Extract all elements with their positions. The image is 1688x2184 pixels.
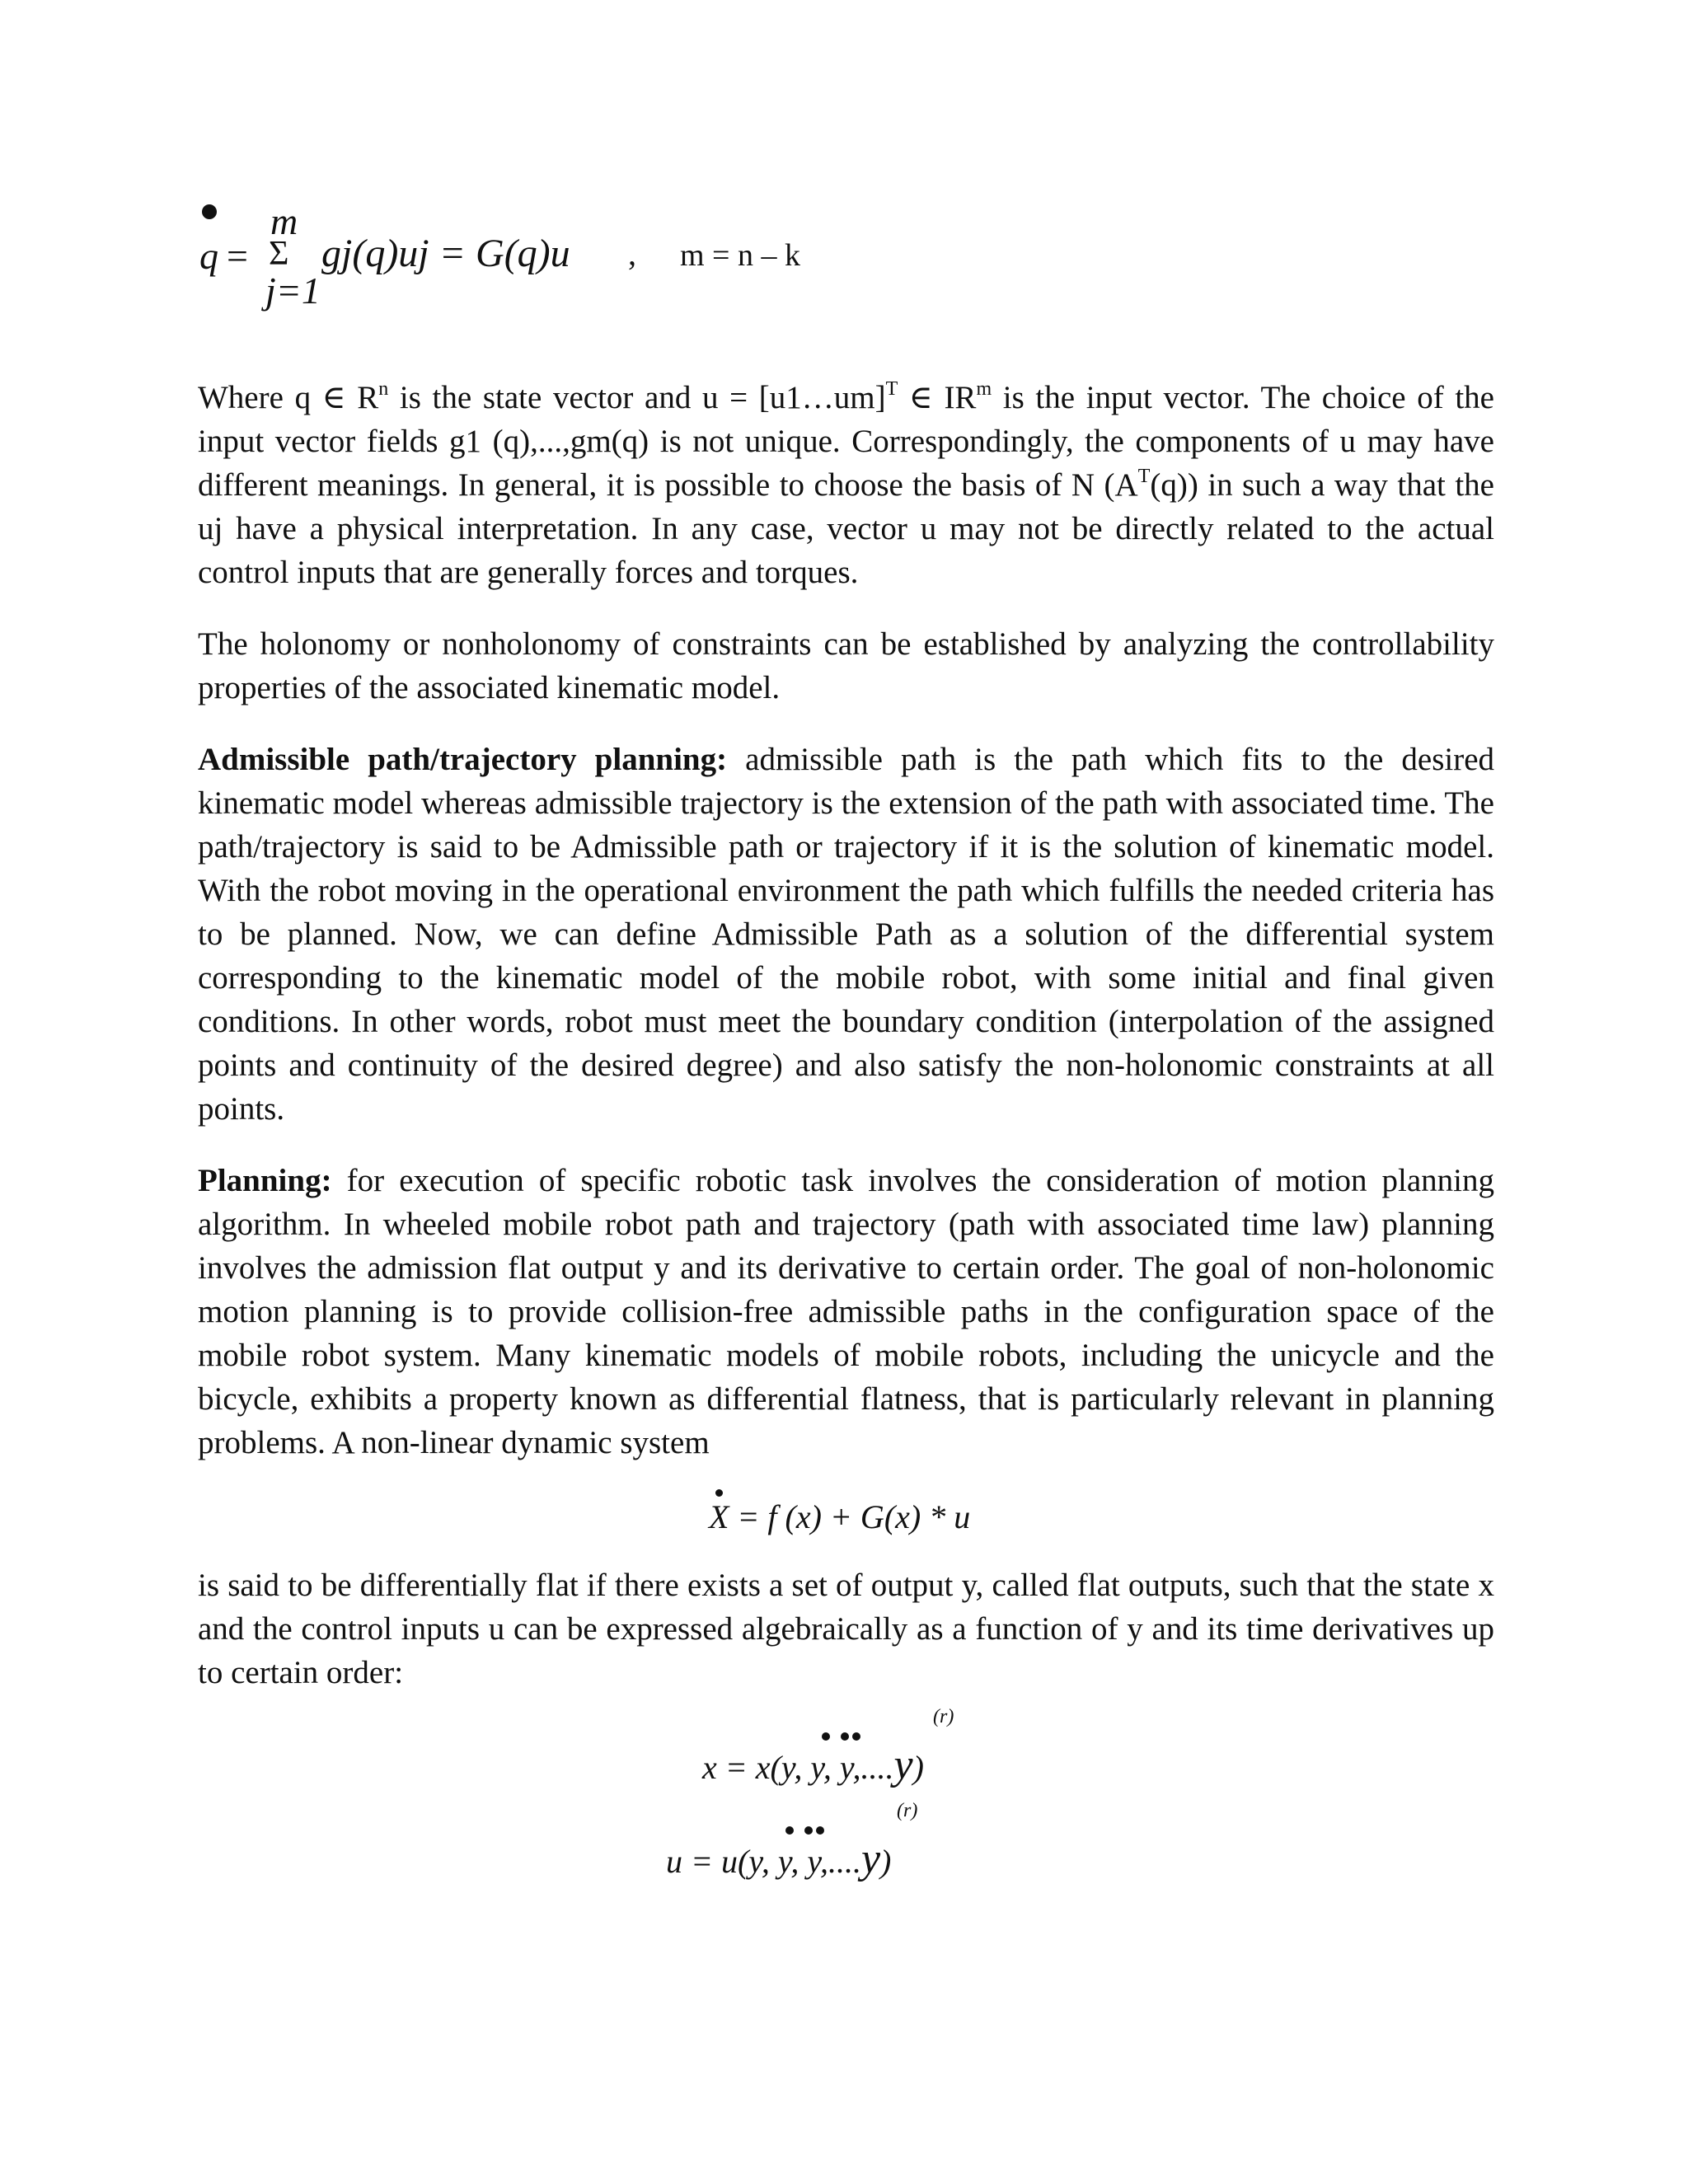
p1-sup-3: m: [976, 378, 992, 400]
eq3-last-y: y: [893, 1741, 913, 1788]
p1-text-3: ∈ IR: [898, 380, 977, 415]
equation-input-flat: [198, 1802, 1494, 1900]
p1-sup-2: T: [885, 378, 898, 400]
p1-text-4: is the input vector. The choice of the input vector fields g1 (q),...,gm(q) is not unique. Correspondingly, the components of u may have different meanings. In general, it is possible to choose the basis of N (A: [198, 380, 1494, 503]
derivative-dot: [822, 1732, 830, 1741]
eq1-sum-symbol: Σ: [269, 235, 289, 273]
paragraph-state-vector: [198, 376, 1494, 594]
eq4-close: ): [880, 1843, 892, 1880]
p4-body: for execution of specific robotic task involves the consideration of motion planning algorithm. In wheeled mobile robot path and trajectory (path with associated time law) planning involves the admission flat output y and its derivative to certain order. The goal of non-holonomic motion planning is to provide collision-free admissible paths in the configuration space of the mobile robot system. Many kinematic models of mobile robots, including the unicycle and the bicycle, exhibits a property known as differential flatness, that is particularly relevant in planning problems. A non-linear dynamic system: [198, 1163, 1494, 1460]
p1-text-5: (q)) in such a way that the uj have a physical interpretation. In any case, vector u may not be directly related to the actual control inputs that are generally forces and torques.: [198, 467, 1494, 590]
derivative-dot: [785, 1826, 794, 1835]
eq1-body: gj(q)uj = G(q)u: [321, 232, 570, 275]
page-content: [198, 198, 1494, 1900]
eq4-last-y: y: [860, 1835, 881, 1882]
paragraph-planning: [198, 1159, 1494, 1465]
eq3-close: ): [912, 1749, 924, 1786]
derivative-dot: [816, 1826, 824, 1835]
paragraph-admissible-path: [198, 738, 1494, 1131]
time-derivative-dot: [715, 1489, 723, 1497]
paragraph-differential-flatness: is said to be differentially flat if there exists a set of output y, called flat outputs, such that the state x and the control inputs u can be expressed algebraically as a function of y and its time derivatives up to certain order:: [198, 1568, 1494, 1690]
eq1-relation: m = n – k: [680, 238, 800, 273]
time-derivative-dot: [202, 204, 217, 219]
eq1-comma: ,: [628, 235, 636, 272]
derivative-dot: [852, 1732, 860, 1741]
eq1-equals: =: [227, 235, 248, 277]
p3-body: admissible path is the path which fits to the desired kinematic model whereas admissible trajectory is the extension of the path with associated time. The path/trajectory is said to be Admissible path or trajectory if it is the solution of kinematic model. With the robot moving in the operational environment the path which fulfills the needed criteria has to be planned. Now, we can define Admissible Path as a solution of the differential system corresponding to the kinematic model of the mobile robot, with some initial and final given conditions. In other words, robot must meet the boundary condition (interpolation of the assigned points and continuity of the desired degree) and also satisfy the non-holonomic constraints at all points.: [198, 742, 1494, 1127]
eq2-text: X = f (x) + G(x) * u: [709, 1498, 971, 1535]
equation-dynamic-system: [198, 1465, 1494, 1555]
eq3-order-superscript: (r): [933, 1706, 954, 1727]
equation-kinematic-model: [198, 198, 1494, 338]
eq3-main: x = x(y, y, y,....: [702, 1749, 894, 1786]
p1-sup-1: n: [378, 378, 389, 400]
derivative-dot: [804, 1826, 813, 1835]
p3-heading: Admissible path/trajectory planning:: [198, 742, 728, 777]
eq1-sum-upper: m: [270, 200, 298, 242]
paragraph-holonomy: The holonomy or nonholonomy of constraints can be established by analyzing the controllability properties of the associated kinematic model.: [198, 626, 1494, 705]
p1-text-2: is the state vector and u = [u1…um]: [388, 380, 886, 415]
eq1-sum-lower: j=1: [265, 269, 321, 312]
eq3-text: [702, 1741, 924, 1789]
p1-sup-4: T: [1137, 466, 1151, 487]
p1-text-1: Where q ∈ R: [198, 380, 379, 415]
equation-state-flat: [198, 1694, 1494, 1802]
eq4-text: [666, 1835, 891, 1883]
p4-heading: Planning:: [198, 1163, 332, 1198]
eq4-order-superscript: (r): [897, 1800, 918, 1821]
derivative-dot: [841, 1732, 849, 1741]
eq1-lhs: q: [199, 235, 218, 277]
eq4-main: u = u(y, y, y,....: [666, 1843, 861, 1880]
